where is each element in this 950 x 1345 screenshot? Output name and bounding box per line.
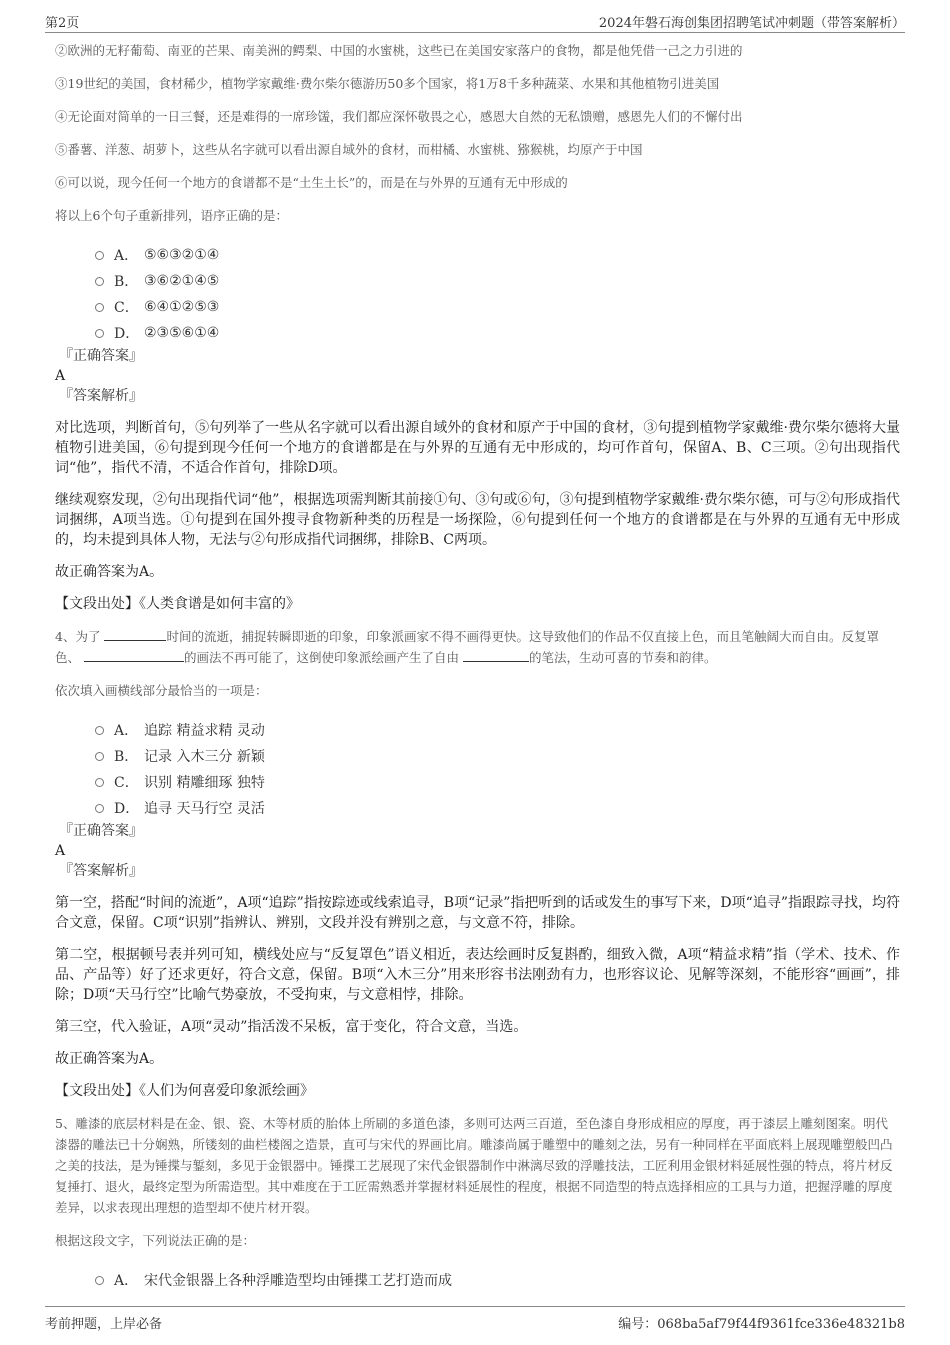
option-d[interactable]: D． 追寻 天马行空 灵活: [95, 795, 900, 821]
page-footer: [45, 1306, 905, 1337]
question-prompt: 将以上6个句子重新排列，语序正确的是：: [55, 208, 288, 223]
analysis-paragraph: 故正确答案为A。: [55, 564, 164, 580]
radio-icon[interactable]: [95, 752, 104, 761]
fill-blank: [463, 647, 529, 662]
answer-label: 『正确答案』: [59, 823, 143, 839]
option-c[interactable]: C． ⑥④①②⑤③: [95, 294, 900, 320]
question-prompt: 根据这段文字，下列说法正确的是：: [55, 1233, 256, 1248]
option-list: [95, 717, 900, 821]
question-5: [55, 1113, 900, 1293]
analysis-paragraph: 故正确答案为A。: [55, 1051, 164, 1067]
analysis-paragraph: 第三空，代入验证，A项“灵动”指活泼不呆板，富于变化，符合文意，当选。: [55, 1019, 528, 1035]
answer-label: 『正确答案』: [59, 348, 143, 364]
sentence: ②欧洲的无籽葡萄、南亚的芒果、南美洲的鳄梨、中国的水蜜桃，这些已在美国安家落户的食物，都是他凭借一己之力引进的: [55, 43, 743, 58]
analysis-paragraph: 对比选项，判断首句，⑤句列举了一些从名字就可以看出源自域外的食材和原产于中国的食材，③句提到植物学家戴维·费尔柴尔德将大量植物引进美国，⑥句提到现今任何一个地方的食谱都是在与外界的互通有无中形成的，均可作首句，保留A、B、C三项。②句出现指代词“他”，指代不清，不适合作首句，排除D项。: [55, 420, 900, 476]
radio-icon[interactable]: [95, 726, 104, 735]
sentence: ③19世纪的美国，食材稀少，植物学家戴维·费尔柴尔德游历50多个国家，将1万8千多种蔬菜、水果和其他植物引进美国: [55, 76, 720, 91]
option-a[interactable]: A． 追踪 精益求精 灵动: [95, 717, 900, 743]
analysis-label: 『答案解析』: [59, 388, 143, 404]
source-citation: 【文段出处】《人们为何喜爱印象派绘画》: [55, 1083, 314, 1099]
option-d[interactable]: D． ②③⑤⑥①④: [95, 320, 900, 346]
radio-icon[interactable]: [95, 1276, 104, 1285]
option-b[interactable]: B． ③⑥②①④⑤: [95, 268, 900, 294]
option-list: [95, 242, 900, 346]
sentence: ④无论面对简单的一日三餐，还是难得的一席珍馐，我们都应深怀敬畏之心，感恩大自然的无私馈赠，感恩先人们的不懈付出: [55, 109, 743, 124]
source-citation: 【文段出处】《人类食谱是如何丰富的》: [55, 596, 300, 612]
fill-blank: [84, 647, 184, 662]
analysis-paragraph: 第二空，根据顿号表并列可知，横线处应与“反复罩色”语义相近，表达绘画时反复斟酌，细致入微，A项“精益求精”指（学术、技术、作品、产品等）好了还求更好，符合文意，保留。B项“入木三分”用来形容书法刚劲有力，也形容议论、见解等深刻，不能形容“画画”，排除；D项“天马行空”比喻气势豪放，不受拘束，与文意相悖，排除。: [55, 947, 900, 1003]
page-header: [45, 6, 905, 33]
question-4: [55, 626, 900, 1101]
analysis-paragraph: 继续观察发现，②句出现指代词“他”，根据选项需判断其前接①句、③句或⑥句，③句提到植物学家戴维·费尔柴尔德，可与②句形成指代词捆绑，A项当选。①句提到在国外搜寻食物新种类的历程是一场探险，⑥句提到任何一个地方的食谱都是在与外界的互通有无中形成的，均未提到具体人物，无法与②句形成指代词捆绑，排除B、C两项。: [55, 492, 900, 548]
option-b[interactable]: B． 记录 入木三分 新颖: [95, 743, 900, 769]
document-id: 编号：068ba5af79f44f9361fce336e48321b8: [618, 1317, 905, 1332]
page-number: 第2页: [45, 16, 80, 31]
page-content: [55, 40, 900, 1293]
sentence: ⑥可以说，现今任何一个地方的食谱都不是“土生土长”的，而是在与外界的互通有无中形成的: [55, 175, 568, 190]
option-a[interactable]: A． 宋代金银器上各种浮雕造型均由锤揲工艺打造而成: [95, 1267, 900, 1293]
question-stem: 4、为了 时间的流逝，捕捉转瞬即逝的印象，印象派画家不得不画得更快。这导致他们的作品不仅直接上色，而且笔触阔大而自由。反复罩色、 的画法不再可能了，这倒使印象派绘画产生了自由 的笔法，生动可喜的节奏和韵律。: [55, 626, 900, 668]
analysis-label: 『答案解析』: [59, 863, 143, 879]
option-c[interactable]: C． 识别 精雕细琢 独特: [95, 769, 900, 795]
fill-blank: [104, 626, 166, 641]
option-a[interactable]: A． ⑤⑥③②①④: [95, 242, 900, 268]
footer-slogan: 考前押题，上岸必备: [45, 1317, 163, 1332]
answer-value: A: [55, 368, 66, 384]
radio-icon[interactable]: [95, 329, 104, 338]
answer-value: A: [55, 843, 66, 859]
question-stem: 5、雕漆的底层材料是在金、银、瓷、木等材质的胎体上所刷的多道色漆，多则可达两三百道，至色漆自身形成相应的厚度，再于漆层上雕刻图案。明代漆器的雕法已十分娴熟，所镂刻的曲栏楼阁之造景，直可与宋代的界画比肩。雕漆尚属于雕塑中的雕刻之法，另有一种同样在平面底料上展现雕塑般凹凸之美的技法，是为锤揲与錾刻，多见于金银器中。锤揲工艺展现了宋代金银器制作中淋漓尽致的浮雕技法，工匠利用金银材料延展性强的特点，将片材反复捶打、退火，最终定型为所需造型。其中难度在于工匠需熟悉并掌握材料延展性的程度，根据不同造型的特点选择相应的工具与力道，把握浮雕的厚度差异，以求表现出理想的造型却不使片材开裂。: [55, 1116, 893, 1215]
question-prompt: 依次填入画横线部分最恰当的一项是：: [55, 683, 268, 698]
question-3: [55, 40, 900, 614]
radio-icon[interactable]: [95, 804, 104, 813]
option-list: [95, 1267, 900, 1293]
radio-icon[interactable]: [95, 303, 104, 312]
analysis-paragraph: 第一空，搭配“时间的流逝”，A项“追踪”指按踪迹或线索追寻，B项“记录”指把听到的话或发生的事写下来，D项“追寻”指跟踪寻找，均符合文意，保留。C项“识别”指辨认、辨别，文段并没有辨别之意，与文意不符，排除。: [55, 895, 900, 931]
sentence: ⑤番薯、洋葱、胡萝卜，这些从名字就可以看出源自域外的食材，而柑橘、水蜜桃、猕猴桃，均原产于中国: [55, 142, 643, 157]
document-title: 2024年磐石海创集团招聘笔试冲刺题（带答案解析）: [598, 16, 905, 31]
radio-icon[interactable]: [95, 277, 104, 286]
radio-icon[interactable]: [95, 778, 104, 787]
radio-icon[interactable]: [95, 251, 104, 260]
